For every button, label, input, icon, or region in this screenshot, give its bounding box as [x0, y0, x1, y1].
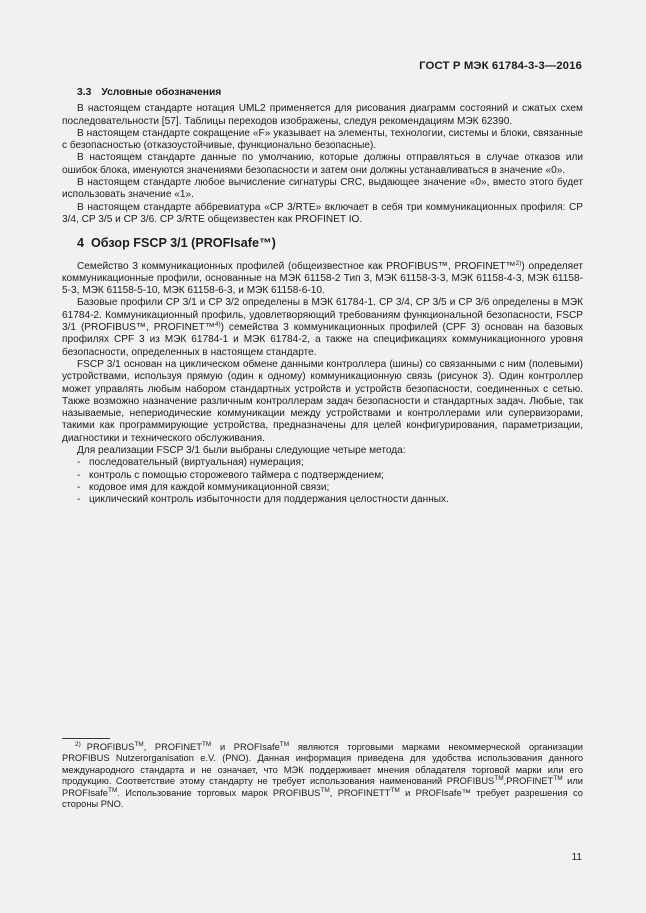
- footnote-text: являются торговыми марками некоммерческой организации PROFIBUS Nutzerorganisation e.V. (PNO). Данная информация приведена для удобства использования данного международного стандарта и не означает, что МЭК поддерживает мнения обладателя торговой марки или его продукцию. Соответствие этому стандарту не требует использования наименований PROFIBUS: [62, 742, 583, 787]
- list-item-text: циклический контроль избыточности для поддержания целостности данных.: [89, 494, 449, 506]
- methods-list: [62, 457, 583, 506]
- list-item-text: контроль с помощью сторожевого таймера с подтверждением;: [89, 469, 384, 481]
- trademark-sup: TM: [320, 786, 330, 794]
- page-number: 11: [571, 852, 582, 863]
- footnote-text: или PROFIsafe: [62, 776, 583, 798]
- footnote-text: , PROFINETT: [329, 787, 391, 798]
- main-content: [62, 87, 583, 507]
- list-item: [77, 494, 583, 506]
- footnote-mark: [75, 742, 81, 753]
- list-dash: -: [77, 481, 81, 493]
- paragraph: В настоящем стандарте аббревиатура «CP 3/RTE» включает в себя три коммуникационных профиля: CP 3/4, CP 3/5 и CP 3/6. CP 3/RTE общеизвестен как PROFINET IO.: [62, 201, 583, 225]
- list-item-text: кодовое имя для каждой коммуникационной связи;: [89, 481, 330, 493]
- trademark-sup: TM: [279, 741, 290, 748]
- list-item: [77, 482, 583, 494]
- paragraph: [62, 297, 583, 358]
- footnote-ref: 2): [515, 259, 522, 267]
- section-3-3-title: Условные обозначения: [101, 87, 222, 98]
- trademark-sup: TM: [494, 775, 504, 783]
- footnote-mark-number: 2): [75, 741, 81, 748]
- list-dash: -: [77, 469, 81, 481]
- footnote-text: PROFIBUS: [86, 742, 135, 752]
- paragraph: В настоящем стандарте любое вычисление сигнатуры CRC, выдающее значение «0», вместо этого будет использовать значение «1».: [62, 177, 583, 201]
- section-4-heading: [77, 237, 583, 249]
- section-3-3-number: 3.3: [77, 87, 92, 98]
- paragraph: В настоящем стандарте сокращение «F» указывает на элементы, технологии, системы и блоки, связанные с безопасностью (отказоустойчивые, функционально безопасные).: [62, 127, 583, 152]
- paragraph: FSCP 3/1 основан на циклическом обмене данными контроллера (шины) со связанными с ним (полевыми) устройствами, используя прямую (один к одному) коммуникационную связь (рисунок 3). Один контроллер может управлять любым набором стандартных устройств и устройств безопасности, соединенных с сетью. Также возможно назначение различным контроллерам задач безопасности и стандартных задач. Любые, так называемые, непериодические коммуникации между устройствами и контроллерами или супервизорами, такими как программирующие устройства, предназначены для целей конфигурирования, параметризации, диагностики и технического обслуживания.: [62, 358, 583, 444]
- footnote-text: . Использование торговых марок PROFIBUS: [117, 787, 321, 798]
- footnote: [62, 742, 583, 810]
- trademark-sup: TM: [390, 786, 400, 794]
- paragraph: В настоящем стандарте данные по умолчанию, которые должны отправляться в случае отказов или ошибок блока, именуются значениями безопасности и затем они должны устанавливаться в значение «0».: [62, 152, 583, 176]
- trademark-sup: TM: [201, 741, 212, 748]
- trademark-sup: TM: [107, 786, 118, 794]
- list-item-text: последовательный (виртуальная) нумерация;: [89, 457, 304, 469]
- footnote-text: , PROFINET: [143, 742, 202, 752]
- paragraph-text: Базовые профили CP 3/1 и CP 3/2 определены в МЭК 61784-1. CP 3/4, CP 3/5 и CP 3/6 определены в МЭК 61784-2. Коммуникационный профиль, удовлетворяющий требованиям функциональной безопасности, FSCP 3/1 (PROFIBUS™, PROFINET™: [62, 297, 583, 334]
- paragraph-text: ) семейства 3 коммуникационных профилей (CPF 3) основан на базовых профилях CPF 3 из МЭК 61784-1 и МЭК 61784-2, а также на спецификациях коммуникационного уровня безопасности, определенных в настоящем стандарте.: [62, 322, 583, 358]
- paragraph: Для реализации FSCP 3/1 были выбраны следующие четыре метода:: [77, 445, 406, 457]
- trademark-sup: TM: [553, 775, 563, 783]
- trademark-sup: TM: [134, 741, 144, 748]
- list-item: [77, 457, 583, 469]
- section-4-title: Обзор FSCP 3/1 (PROFIsafe™): [91, 236, 276, 251]
- footnote-divider: [62, 738, 110, 739]
- list-dash: -: [77, 494, 81, 506]
- list-item: [77, 470, 583, 482]
- footnote-text: и PROFIsafe: [211, 742, 280, 752]
- paragraph-text: Семейство 3 коммуникационных профилей (общеизвестное как PROFIBUS™, PROFINET™: [77, 260, 516, 272]
- footnote-text: и PROFIsafe™ требует разрешения со стороны PNO.: [62, 787, 583, 810]
- document-header: ГОСТ Р МЭК 61784-3-3—2016: [419, 60, 582, 72]
- paragraph: [62, 261, 583, 298]
- paragraph: В настоящем стандарте нотация UML2 применяется для рисования диаграмм состояний и сжатых схем последовательности [57]. Таблицы переходов изображены, следуя рекомендациям МЭК 62390.: [62, 103, 583, 127]
- footnote-ref: 4): [214, 321, 221, 329]
- footnote-text: ,PROFINET: [503, 776, 554, 787]
- paragraph-text: ) определяет коммуникационные профили, основанные на МЭК 61158-2 Тип 3, МЭК 61158-3-3, МЭК 61158-4-3, МЭК 61158-5-3, МЭК 61158-5-10, МЭК 61158-6-3, и МЭК 61158-6-10.: [62, 260, 583, 297]
- list-dash: -: [77, 457, 81, 469]
- section-3-3-heading: [77, 87, 583, 99]
- section-4-number: 4: [77, 236, 85, 251]
